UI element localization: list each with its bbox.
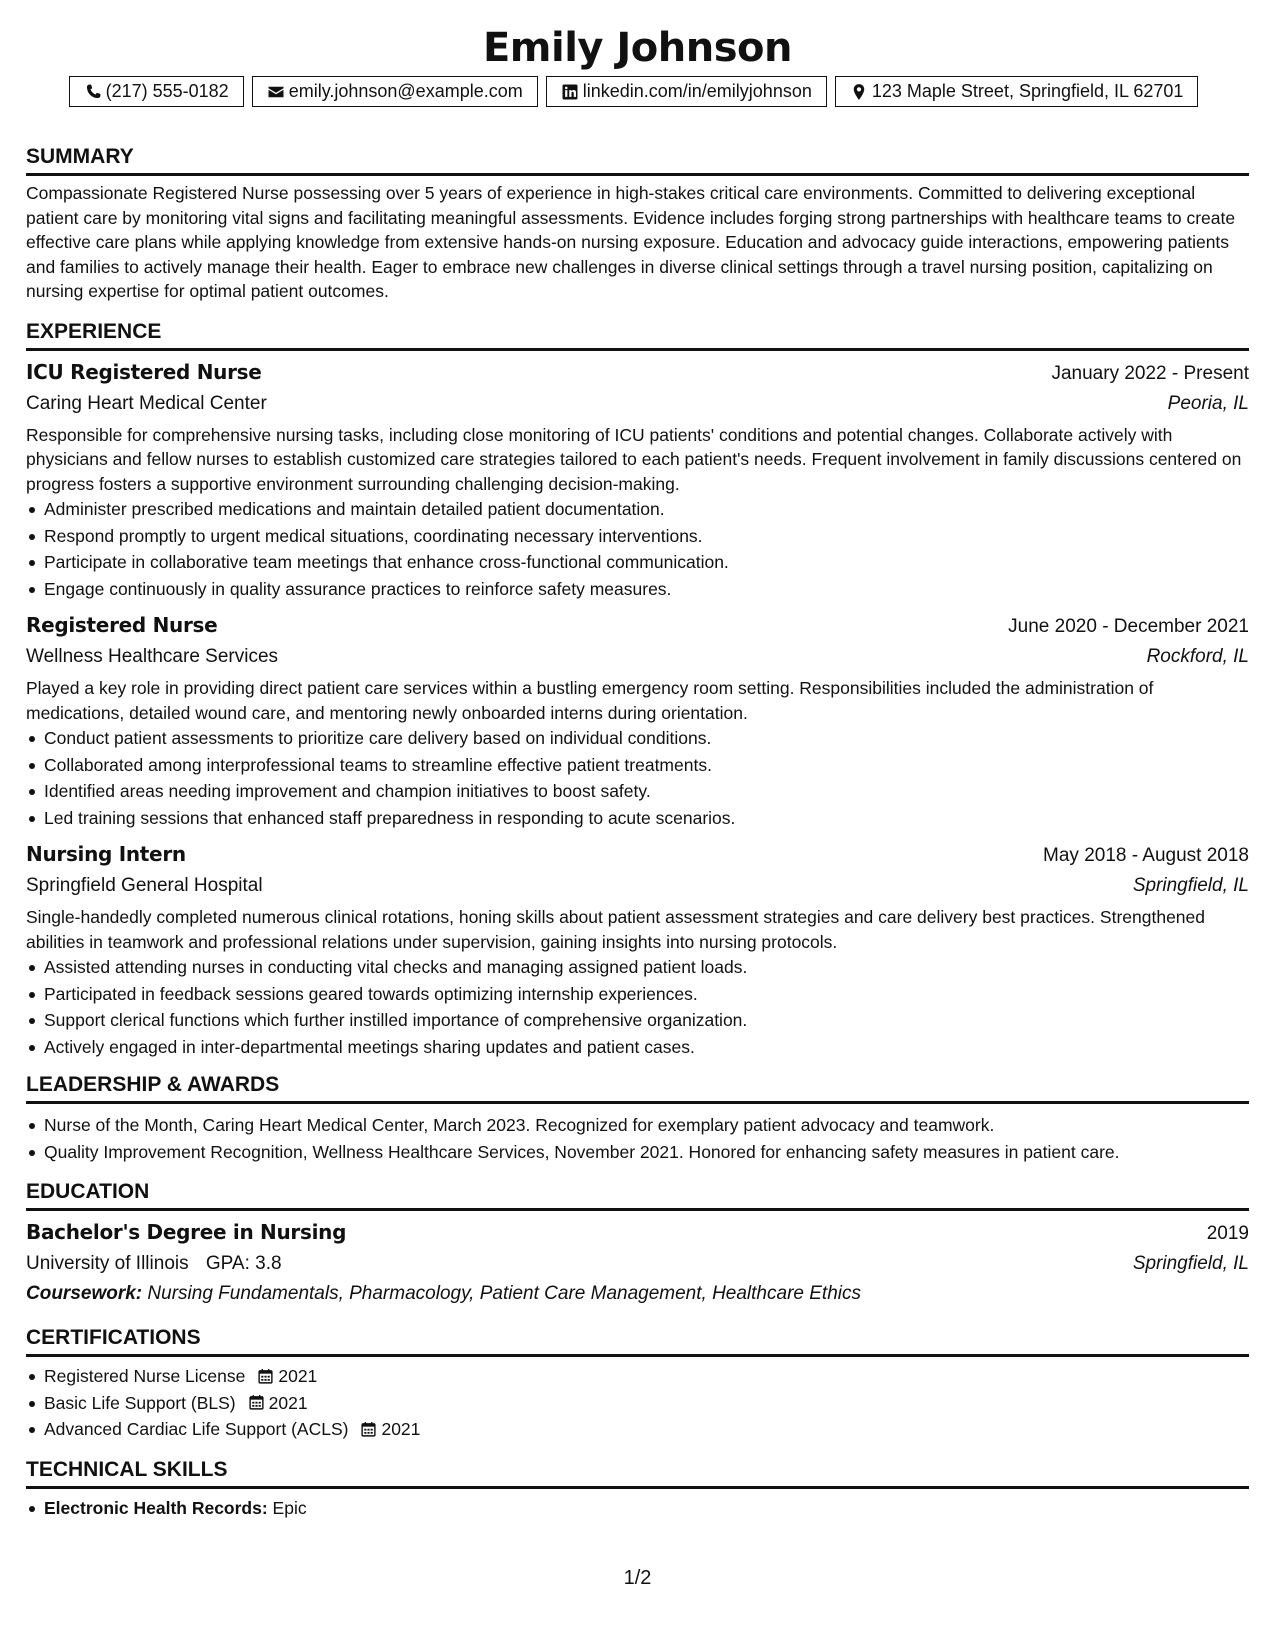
school-name: University of Illinois [26,1253,189,1274]
list-item [26,1363,1249,1390]
education-section [26,1179,1249,1309]
job-bullets [26,725,1249,831]
list-item: Assisted attending nurses in conducting vital checks and managing assigned patient loads. [26,954,1249,981]
list-item: Respond promptly to urgent medical situations, coordinating necessary interventions. [26,523,1249,550]
list-item: Participated in feedback sessions geared towards optimizing internship experiences. [26,981,1249,1008]
job-description: Played a key role in providing direct patient care services within a bustling emergency room setting. Responsibilities included the administration of medications, detailed wound care, and mentoring newly onboarded interns during orientation. [26,678,1154,723]
summary-section [26,144,1249,304]
degree-title: Bachelor's Degree in Nursing [26,1220,347,1244]
job-company: Springfield General Hospital [26,875,263,896]
list-item: Engage continuously in quality assurance practices to reinforce safety measures. [26,576,1249,603]
job-entry [26,839,1249,1060]
list-item: Support clerical functions which further instilled importance of comprehensive organization. [26,1007,1249,1034]
coursework-line [26,1279,1249,1309]
job-dates: May 2018 - August 2018 [1043,845,1249,866]
job-company: Caring Heart Medical Center [26,392,267,414]
experience-section [26,319,1249,1061]
job-description: Single-handedly completed numerous clinical rotations, honing skills about patient assessment strategies and care delivery best practices. Strengthened abilities in teamwork and professional relations under supervision, gaining insights into nursing protocols. [26,907,1205,952]
list-item [26,1416,1249,1443]
job-dates: January 2022 - Present [1051,362,1249,384]
school-location: Springfield, IL [1132,1253,1249,1274]
calendar-icon [360,1421,377,1438]
list-item: Nurse of the Month, Caring Heart Medical Center, March 2023. Recognized for exemplary patient advocacy and teamwork. [26,1112,1249,1139]
section-title-awards: LEADERSHIP & AWARDS [26,1072,1249,1104]
list-item: Actively engaged in inter-departmental meetings sharing updates and patient cases. [26,1034,1249,1061]
cert-name: Basic Life Support (BLS) [44,1392,236,1413]
contact-email[interactable] [252,76,538,107]
job-bullets [26,954,1249,1060]
job-position: ICU Registered Nurse [26,359,262,384]
contact-phone-text: (217) 555-0182 [105,81,229,101]
coursework-list: Nursing Fundamentals, Pharmacology, Patient Care Management, Healthcare Ethics [147,1283,861,1304]
contact-linkedin-text: linkedin.com/in/emilyjohnson [582,81,812,101]
list-item: Administer prescribed medications and maintain detailed patient documentation. [26,496,1249,523]
calendar-icon [257,1368,274,1385]
skills-section [26,1457,1249,1522]
phone-icon [84,83,102,101]
skill-label: Electronic Health Records: [44,1497,268,1518]
contact-address-text: 123 Maple Street, Springfield, IL 62701 [871,81,1184,101]
linkedin-icon [561,83,579,101]
contact-phone[interactable] [69,76,244,107]
job-position: Registered Nurse [26,613,218,637]
cert-year: 2021 [268,1392,308,1413]
map-marker-icon [850,83,868,101]
list-item: Collaborated among interprofessional teams to streamline effective patient treatments. [26,752,1249,779]
cert-year: 2021 [278,1366,318,1386]
resume-page [26,0,1249,1521]
job-description: Responsible for comprehensive nursing tasks, including close monitoring of ICU patients' conditions and potential changes. Collaborate actively with physicians and fellow nurses to establish customized care strategies tailored to each patient's needs. Frequent involvement in family discussions centered on progress fosters a supportive environment surrounding challenging decision-making. [26,424,1242,494]
envelope-icon [267,83,285,101]
awards-list [26,1112,1249,1165]
contact-linkedin[interactable] [546,76,827,107]
cert-name: Advanced Cardiac Life Support (ACLS) [44,1419,349,1439]
cert-year: 2021 [381,1419,421,1439]
calendar-icon [248,1394,265,1411]
candidate-name: Emily Johnson [482,25,792,71]
contact-bar [26,76,1249,108]
section-title-skills: TECHNICAL SKILLS [26,1457,1249,1489]
certifications-list [26,1363,1249,1443]
job-location: Peoria, IL [1167,392,1249,414]
certifications-section [26,1325,1249,1443]
list-item [26,1390,1249,1417]
page-number: 1/2 [623,1567,652,1589]
job-location: Rockford, IL [1146,646,1249,667]
skills-list [26,1495,1249,1522]
contact-address[interactable] [835,76,1199,107]
job-entry [26,357,1249,603]
job-location: Springfield, IL [1132,875,1249,896]
job-dates: June 2020 - December 2021 [1008,616,1249,637]
list-item: Quality Improvement Recognition, Wellness Healthcare Services, November 2021. Honored for enhancing safety measures in patient care. [26,1139,1249,1166]
job-bullets [26,496,1249,602]
awards-section [26,1072,1249,1165]
job-company: Wellness Healthcare Services [26,646,279,667]
section-title-certifications: CERTIFICATIONS [26,1325,1249,1357]
coursework-label: Coursework: [26,1283,143,1304]
summary-text: Compassionate Registered Nurse possessing over 5 years of experience in high-stakes critical care environments. Committed to delivering exceptional patient care by monitoring vital signs and facilitating meaningful assessments. Evidence includes forging strong partnerships with healthcare teams to create effective care plans while applying knowledge from extensive hands-on nursing exposure. Education and advocacy guide interactions, empowering patients and families to actively manage their health. Eager to embrace new challenges in diverse clinical settings through a travel nursing position, capitalizing on nursing expertise for optimal patient outcomes. [26,183,1236,301]
list-item: Conduct patient assessments to prioritize care delivery based on individual conditions. [26,725,1249,752]
degree-year: 2019 [1206,1223,1249,1244]
skill-value: Epic [272,1497,307,1518]
list-item: Led training sessions that enhanced staff preparedness in responding to acute scenarios. [26,805,1249,832]
section-title-experience: EXPERIENCE [26,319,1249,351]
section-title-education: EDUCATION [26,1179,1249,1211]
job-position: Nursing Intern [26,842,186,866]
list-item: Identified areas needing improvement and champion initiatives to boost safety. [26,778,1249,805]
list-item: Participate in collaborative team meetings that enhance cross-functional communication. [26,549,1249,576]
list-item [26,1495,1249,1522]
gpa: GPA: 3.8 [205,1253,282,1274]
cert-name: Registered Nurse License [44,1366,246,1386]
job-entry [26,610,1249,831]
contact-email-text: emily.johnson@example.com [288,81,523,101]
section-title-summary: SUMMARY [26,144,1249,176]
